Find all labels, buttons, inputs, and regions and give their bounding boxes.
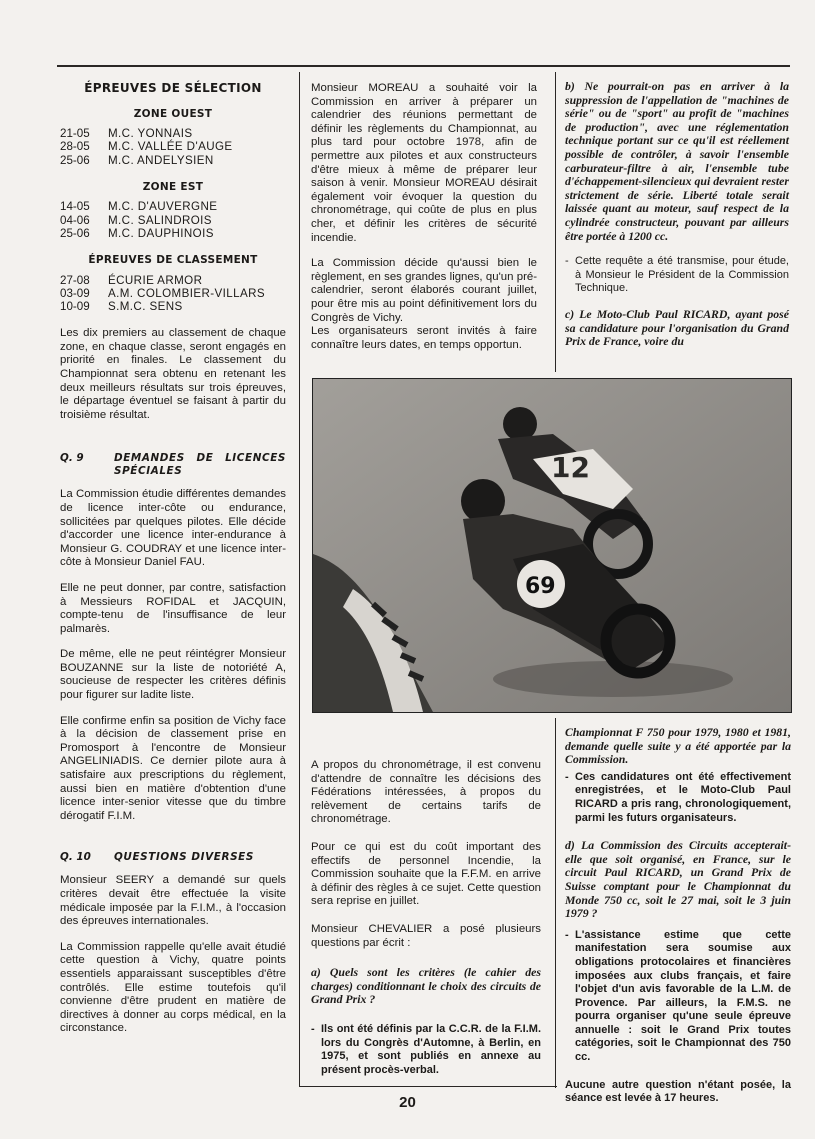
rider-front-number: 69 <box>525 574 556 599</box>
bottom-rule <box>299 1086 557 1087</box>
answer-a <box>311 1023 541 1077</box>
classement-title: ÉPREUVES DE CLASSEMENT <box>88 254 258 266</box>
q10-heading <box>60 851 286 864</box>
event-club: M.C. ANDELYSIEN <box>108 153 214 167</box>
event-date: 03-09 <box>60 286 90 300</box>
q10-title: QUESTIONS DIVERSES <box>114 851 254 864</box>
list-item <box>60 227 286 240</box>
top-rule <box>57 65 790 67</box>
closing-paragraph: Aucune autre question n'étant posée, la séance est levée à 17 heures. <box>565 1078 791 1105</box>
event-date: 10-09 <box>60 300 90 313</box>
q10-number: Q. 10 <box>60 851 91 864</box>
zone-est-title: ZONE EST <box>142 180 204 193</box>
list-item <box>60 154 286 167</box>
column-separator-right <box>555 72 556 372</box>
answer-c-text: Ces candidatures ont été effectivement enregistrées, et le Moto-Club Paul RICARD a pris rang, chronologiquement, parmi les futurs organisateurs. <box>575 770 791 824</box>
race-photo-illustration <box>313 379 791 712</box>
zone-est-list <box>60 200 286 240</box>
middle-top-column <box>311 82 537 364</box>
middle-bottom-column <box>311 759 541 1077</box>
dash-mark: - <box>311 1022 315 1035</box>
list-item <box>60 274 286 287</box>
event-club: M.C. YONNAIS <box>108 127 193 141</box>
question-c-continued: Championnat F 750 pour 1979, 1980 et 1981, demande quelle suite y a été apportée par la Commission. <box>565 725 791 767</box>
event-club: M.C. DAUPHINOIS <box>108 226 214 240</box>
answer-c <box>565 771 791 825</box>
q9-paragraph-3: De même, elle ne peut réintégrer Monsieur BOUZANNE sur la liste de notoriété A, soucieuse de respecter les critères définis pour figurer sur ladite liste. <box>60 648 286 702</box>
list-item <box>60 140 286 153</box>
organisateurs-paragraph: Les organisateurs seront invités à faire connaître leurs dates, en temps opportun. <box>311 325 537 351</box>
event-date: 04-06 <box>60 213 90 227</box>
answer-d-text: L'assistance estime que cette manifestation sera soumise aux obligations protocolaires et financières imposées aux clubs français, et faire l'objet d'un avis favorable de la L.M. de Provence. Par ailleurs, la F.M.S. ne pourra organiser qu'une seule épreuve annuelle : soit le Grand Prix toutes catégories, soit le Championnat des 750 cc. <box>575 928 791 1064</box>
chronometrage-paragraph: A propos du chronométrage, il est convenu d'attendre de connaître les décisions des Fédérations intéressées, à propos du relèvement de certains tarifs de chronométrage. <box>311 759 541 826</box>
list-item <box>60 300 286 313</box>
q9-heading <box>60 452 286 478</box>
list-item <box>60 214 286 227</box>
event-club: S.M.C. SENS <box>108 300 183 313</box>
event-club: A.M. COLOMBIER-VILLARS <box>108 286 265 300</box>
right-top-column <box>565 80 789 361</box>
list-item <box>60 127 286 140</box>
classement-list <box>60 274 286 314</box>
zone-ouest-title: ZONE OUEST <box>133 107 213 120</box>
answer-d <box>565 929 791 1065</box>
q10-paragraph-2: La Commission rappelle qu'elle avait étudié cette question à Vichy, quatre points essentiels apparaissant susceptibles d'être contrôlés. Elle estime toutefois qu'il convienne d'être prudent en matière de directives à donner au corps médical, en la circonstance. <box>60 940 286 1035</box>
list-item <box>60 200 286 213</box>
event-date: 27-08 <box>60 273 90 287</box>
answer-a-text: Ils ont été définis par la C.C.R. de la F.I.M. lors du Congrès d'Automne, à Berlin, en 1975, et sont publiés en annexe au présent procès-verbal. <box>321 1022 541 1076</box>
event-date: 25-06 <box>60 226 90 240</box>
chevalier-paragraph: Monsieur CHEVALIER a posé plusieurs questions par écrit : <box>311 922 541 949</box>
dash-mark: - <box>565 770 569 783</box>
question-c-start: c) Le Moto-Club Paul RICARD, ayant posé sa candidature pour l'organisation du Grand Prix de France, voire du <box>565 306 789 349</box>
q10-paragraph-1: Monsieur SEERY a demandé sur quels critères devait être effectuée la visite médicale imposée par la F.I.M., à l'occasion des épreuves internationales. <box>60 874 286 928</box>
q9-title: DEMANDES DE LICENCES SPÉCIALES <box>114 452 286 478</box>
dash-mark: - <box>565 928 569 941</box>
zone-ouest-list <box>60 127 286 167</box>
event-date: 28-05 <box>60 140 90 154</box>
question-b: b) Ne pourrait-on pas en arriver à la suppression de l'appellation de "machines de série" ou de "sport" au profit de "machines de production", avec une réglementation technique portant sur ce qu'il est réellement possible de contrôler, à savoir l'ensemble carburateur-filtre à air, l'ensemble tube d'échappement-silencieux qui devraient rester strictement de série. Liberté totale serait laissée quant au moteur, sauf respect de la cylindrée constructeur, pouvant par ailleurs être portée à 1200 cc. <box>565 79 789 243</box>
rider-back-number: 12 <box>551 451 590 484</box>
column-separator-left <box>299 72 300 1087</box>
moreau-paragraph: Monsieur MOREAU a souhaité voir la Commission en arriver à préparer un calendrier des réunions permettant de définir les règlements du Championnat, au plus tard pour octobre 1978, afin de permettre aux pilotes et aux constructeurs d'être mieux à même de préparer leur saison à venir. Monsieur MOREAU désirait également voir évoquer la question du chronométrage, qui coûte de plus en plus cher, et définir les critères de sécurité incendie. <box>311 82 537 244</box>
dash-mark: - <box>565 255 569 268</box>
classement-paragraph: Les dix premiers au classement de chaque zone, en chaque classe, seront engagés en priorité en finales. Le classement du Championnat sera obtenu en retenant les deux meilleurs résultats sur trois épreuves, le départage éventuel se faisant à partir du troisième résultat. <box>60 327 286 421</box>
event-club: M.C. D'AUVERGNE <box>108 200 218 214</box>
right-bottom-column <box>565 726 791 1118</box>
event-date: 14-05 <box>60 200 90 214</box>
left-column <box>60 82 286 1048</box>
event-club: ÉCURIE ARMOR <box>108 273 203 287</box>
incendie-paragraph: Pour ce qui est du coût important des effectifs de personnel Incendie, la Commission souhaite que la F.F.M. en arrive à définir des règles à ce sujet. Cette question sera reprise en juillet. <box>311 840 541 908</box>
event-club: M.C. SALINDROIS <box>108 213 212 227</box>
answer-b-text: Cette requête a été transmise, pour étude, à Monsieur le Président de la Commission Technique. <box>575 255 789 295</box>
q9-number: Q. 9 <box>60 452 84 465</box>
q9-paragraph-2: Elle ne peut donner, par contre, satisfaction à Messieurs ROFIDAL et JACQUIN, compte-tenu de l'insuffisance de leur palmarès. <box>60 581 286 635</box>
answer-b <box>565 255 789 296</box>
event-date: 25-06 <box>60 153 90 167</box>
question-a: a) Quels sont les critères (le cahier des charges) conditionnant le choix des circuits de Grand Prix ? <box>311 965 541 1007</box>
event-club: M.C. VALLÉE D'AUGE <box>108 140 233 154</box>
motorcycle-race-photo <box>312 378 792 713</box>
selection-heading: ÉPREUVES DE SÉLECTION <box>84 81 262 95</box>
question-d: d) La Commission des Circuits accepterait-elle que soit organisé, en France, sur le circuit Paul RICARD, un Grand Prix de Suisse comptant pour le Championnat du Monde 750 cc, soit le 27 mai, soit le 3 juin 1979 ? <box>565 838 791 921</box>
q9-paragraph-1: La Commission étudie différentes demandes de licence inter-côte ou endurance, sollicitées par quelques pilotes. Elle décide d'accorder une licence inter-endurance à Monsieur G. COUDRAY et une licence inter-côte à Monsieur Daniel FAU. <box>60 488 286 569</box>
list-item <box>60 287 286 300</box>
event-date: 21-05 <box>60 127 90 141</box>
column-separator-right-bottom <box>555 718 556 1088</box>
q9-paragraph-4: Elle confirme enfin sa position de Vichy face à la décision de classement prise en Promosport à l'encontre de Monsieur ANGELINIADIS. Ce dernier pilote aura à satisfaire aux prescriptions du règlement, aussi bien en matière d'obtention d'une licence inter-senior vitesse que du timbre dérogatif F.I.M. <box>60 714 286 822</box>
commission-decision-paragraph: La Commission décide qu'aussi bien le règlement, en ses grandes lignes, qu'un pré-calendrier, seront élaborés courant juillet, pour être mis au point définitivement lors du Congrès de Vichy. <box>311 257 537 324</box>
page-number: 20 <box>399 1094 416 1111</box>
